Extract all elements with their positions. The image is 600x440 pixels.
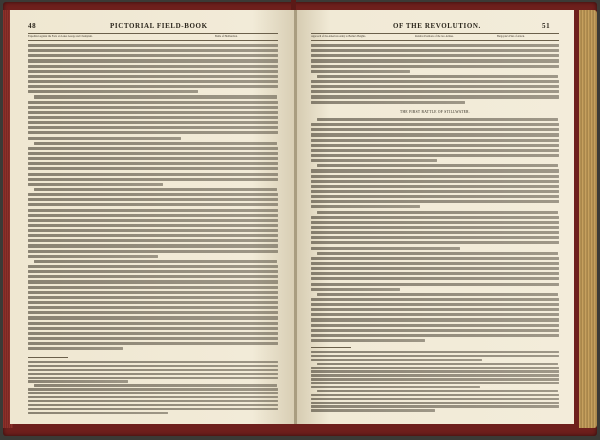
text-line [28, 131, 278, 134]
text-line [28, 388, 278, 390]
text-line [311, 175, 559, 178]
text-line [28, 369, 278, 371]
left-subhead-right: Battle of Hubbardton. [215, 35, 238, 38]
text-line [311, 169, 559, 172]
text-line [311, 283, 559, 286]
text-line [311, 405, 559, 407]
text-line [28, 270, 278, 273]
text-line [311, 144, 559, 147]
left-running-head: PICTORIAL FIELD-BOOK [110, 22, 208, 30]
text-line [311, 308, 559, 311]
text-line [311, 80, 559, 83]
text-line [311, 288, 400, 291]
text-line [311, 355, 559, 357]
text-line [28, 137, 181, 140]
text-line [28, 377, 278, 379]
text-line [311, 241, 559, 244]
text-line [311, 85, 559, 88]
text-line [311, 313, 559, 316]
text-line [311, 262, 559, 265]
text-line [28, 106, 278, 109]
text-line [311, 394, 559, 396]
text-line [28, 239, 278, 242]
text-line [317, 252, 558, 255]
text-line [28, 373, 278, 375]
text-line [28, 224, 278, 227]
text-line [311, 123, 559, 126]
text-line [28, 209, 278, 212]
text-line [34, 188, 277, 191]
left-page [10, 10, 295, 424]
text-line [311, 231, 559, 234]
text-line [28, 347, 123, 350]
text-line [28, 392, 278, 394]
right-subhead-center: Relative Positions of the two Armies. [415, 35, 454, 38]
text-line [28, 111, 278, 114]
text-line [28, 121, 278, 124]
text-line [28, 291, 278, 294]
text-line [311, 409, 435, 411]
text-line [311, 190, 559, 193]
text-line [311, 216, 559, 219]
text-line [311, 378, 559, 380]
text-line [34, 142, 277, 145]
text-line [317, 363, 558, 365]
text-line [311, 200, 559, 203]
text-line [311, 272, 559, 275]
text-line [28, 198, 278, 201]
right-body-text [311, 118, 559, 344]
text-line [28, 286, 278, 289]
text-line [311, 90, 559, 93]
text-line [28, 59, 278, 62]
text-line [311, 329, 559, 332]
text-line [317, 390, 558, 392]
text-line [28, 173, 278, 176]
text-line [311, 247, 460, 250]
text-line [317, 211, 558, 214]
text-line [28, 280, 278, 283]
text-line [311, 367, 559, 369]
text-line [28, 265, 278, 268]
left-page-number: 48 [28, 22, 37, 30]
right-page [297, 10, 574, 424]
text-line [28, 404, 278, 406]
text-line [311, 382, 559, 384]
left-subhead-left: Expedition against the Forts on Lakes George and Champlain. [28, 35, 93, 38]
text-line [34, 95, 277, 98]
text-line [311, 195, 559, 198]
text-line [311, 49, 559, 52]
text-line [311, 59, 559, 62]
text-line [311, 374, 559, 376]
text-line [28, 408, 278, 410]
text-line [311, 226, 559, 229]
text-line [28, 365, 278, 367]
text-line [28, 229, 278, 232]
header-rule [28, 33, 278, 34]
text-line [311, 133, 559, 136]
right-page-number: 51 [542, 22, 551, 30]
text-line [28, 275, 278, 278]
right-footnotes [311, 351, 559, 413]
text-line [311, 402, 559, 404]
text-line [311, 139, 559, 142]
text-line [311, 149, 559, 152]
text-line [311, 154, 559, 157]
text-line [28, 400, 278, 402]
text-line [311, 95, 559, 98]
text-line [311, 277, 559, 280]
footnote-rule [28, 357, 68, 358]
text-line [28, 361, 278, 363]
text-line [28, 296, 278, 299]
section-heading: THE FIRST BATTLE OF STILLWATER. [400, 110, 470, 114]
left-body-text [28, 44, 278, 352]
text-line [28, 337, 278, 340]
text-line [28, 178, 278, 181]
text-line [28, 85, 278, 88]
text-line [34, 384, 277, 386]
text-line [28, 396, 278, 398]
text-line [311, 298, 559, 301]
text-line [311, 339, 425, 342]
text-line [28, 183, 163, 186]
text-line [28, 147, 278, 150]
footnote-rule [311, 347, 351, 348]
text-line [311, 398, 559, 400]
right-body-text-top [311, 44, 559, 106]
right-running-head: OF THE REVOLUTION. [393, 22, 481, 30]
text-line [28, 54, 278, 57]
text-line [28, 322, 278, 325]
text-line [28, 234, 278, 237]
text-line [28, 244, 278, 247]
text-line [311, 318, 559, 321]
text-line [28, 44, 278, 47]
text-line [28, 162, 278, 165]
text-line [28, 214, 278, 217]
page-edges [579, 10, 597, 428]
text-line [28, 412, 168, 414]
text-line [28, 306, 278, 309]
header-rule [311, 33, 559, 34]
text-line [311, 44, 559, 47]
right-subhead-right: Burgoyne's Plan of Attack. [497, 35, 525, 38]
text-line [28, 157, 278, 160]
text-line [28, 101, 278, 104]
text-line [317, 293, 558, 296]
right-subhead-left: Approach of the American Army to Bemis's Heights. [311, 35, 366, 38]
text-line [28, 193, 278, 196]
text-line [311, 205, 420, 208]
text-line [311, 257, 559, 260]
text-line [317, 75, 558, 78]
text-line [311, 159, 437, 162]
text-line [28, 126, 278, 129]
text-line [311, 386, 480, 388]
text-line [28, 316, 278, 319]
text-line [311, 334, 559, 337]
text-line [28, 342, 278, 345]
text-line [28, 116, 278, 119]
text-line [311, 65, 559, 68]
text-line [28, 380, 128, 382]
text-line [311, 351, 559, 353]
subhead-rule [311, 40, 559, 41]
text-line [311, 267, 559, 270]
text-line [311, 359, 482, 361]
text-line [28, 255, 158, 258]
text-line [311, 185, 559, 188]
text-line [28, 167, 278, 170]
text-line [28, 250, 278, 253]
text-line [311, 370, 559, 372]
text-line [28, 219, 278, 222]
text-line [28, 327, 278, 330]
text-line [28, 65, 278, 68]
text-line [311, 221, 559, 224]
text-line [311, 180, 559, 183]
text-line [317, 118, 558, 121]
text-line [28, 301, 278, 304]
text-line [28, 152, 278, 155]
text-line [28, 332, 278, 335]
text-line [34, 260, 277, 263]
text-line [311, 54, 559, 57]
text-line [28, 80, 278, 83]
text-line [311, 236, 559, 239]
subhead-rule [28, 40, 278, 41]
text-line [28, 75, 278, 78]
text-line [311, 324, 559, 327]
text-line [317, 164, 558, 167]
text-line [28, 203, 278, 206]
text-line [311, 128, 559, 131]
text-line [311, 303, 559, 306]
text-line [28, 311, 278, 314]
text-line [28, 70, 278, 73]
text-line [311, 101, 465, 104]
text-line [311, 70, 410, 73]
text-line [28, 49, 278, 52]
text-line [28, 90, 198, 93]
left-footnotes [28, 361, 278, 415]
